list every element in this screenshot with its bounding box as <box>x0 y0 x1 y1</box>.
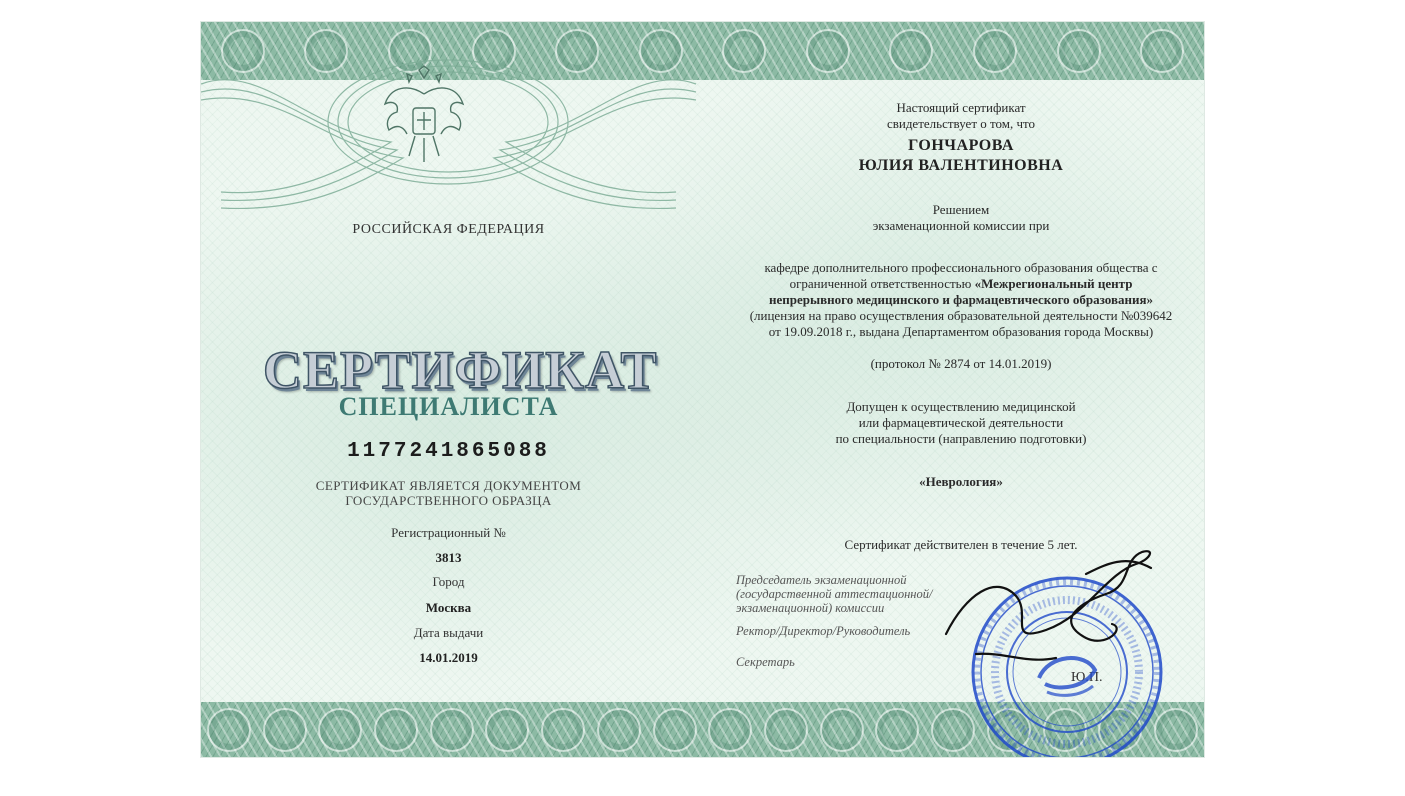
certificate-title: СЕРТИФИКАТ <box>263 340 658 400</box>
commission-chair-line1: Председатель экзаменационной <box>736 573 907 587</box>
signatory-initials: Ю.П. <box>1071 670 1103 685</box>
holder-name <box>721 136 1201 176</box>
organization-name: «Межрегиональный центр <box>974 276 1133 291</box>
state-document-line2: ГОСУДАРСТВЕННОГО ОБРАЗЦА <box>345 493 552 508</box>
country-label: РОССИЙСКАЯ ФЕДЕРАЦИЯ <box>352 222 545 237</box>
intro-line1: Настоящий сертификат <box>896 100 1026 115</box>
organization-line1: кафедре дополнительного профессионального образования общества с <box>764 260 1158 275</box>
organization-text <box>721 260 1201 340</box>
organization-line3: непрерывного медицинского и фармацевтического образования» <box>768 292 1153 307</box>
decision-text <box>721 202 1201 234</box>
registration-number: 3813 <box>435 550 462 565</box>
state-document-note <box>201 478 696 508</box>
admission-line3: по специальности (направлению подготовки) <box>835 431 1087 446</box>
holder-surname: ГОНЧАРОВА <box>908 137 1014 154</box>
city-label: Город <box>432 574 465 589</box>
admission-line1: Допущен к осуществлению медицинской <box>846 399 1076 414</box>
holder-given-names: ЮЛИЯ ВАЛЕНТИНОВНА <box>858 157 1064 174</box>
rector-label: Ректор/Директор/Руководитель <box>736 624 911 638</box>
state-document-line1: СЕРТИФИКАТ ЯВЛЯЕТСЯ ДОКУМЕНТОМ <box>315 478 582 493</box>
certificate-subtitle: СПЕЦИАЛИСТА <box>338 392 559 421</box>
license-line2: от 19.09.2018 г., выдана Департаментом образования города Москвы) <box>768 324 1154 339</box>
commission-chair-line2: (государственной аттестационной/ <box>736 587 933 601</box>
certificate-number: 1177241865088 <box>347 440 550 463</box>
commission-chair-line3: экзаменационной) комиссии <box>736 601 885 615</box>
admission-line2: или фармацевтической деятельности <box>858 415 1064 430</box>
license-line1: (лицензия на право осуществления образовательной деятельности №039642 <box>749 308 1173 323</box>
certificate <box>201 22 1204 757</box>
protocol-text: (протокол № 2874 от 14.01.2019) <box>870 356 1052 371</box>
validity-text: Сертификат действителен в течение 5 лет. <box>844 537 1078 552</box>
organization-line2: ограниченной ответственностью «Межрегиональный центр <box>789 276 1133 291</box>
city-value: Москва <box>425 600 472 615</box>
decision-line2: экзаменационной комиссии при <box>872 218 1050 233</box>
specialty-value: «Неврология» <box>919 474 1003 489</box>
issue-date-label: Дата выдачи <box>413 625 484 640</box>
intro-line2: свидетельствует о том, что <box>886 116 1036 131</box>
coat-of-arms-icon <box>379 64 469 168</box>
admission-text <box>721 399 1201 447</box>
commission-chair-label <box>736 573 932 615</box>
secretary-label: Секретарь <box>736 655 795 669</box>
registration-label: Регистрационный № <box>391 525 506 540</box>
signature <box>936 534 1166 694</box>
intro-text <box>721 100 1201 132</box>
decision-line1: Решением <box>932 202 990 217</box>
issue-date-value: 14.01.2019 <box>419 650 478 665</box>
